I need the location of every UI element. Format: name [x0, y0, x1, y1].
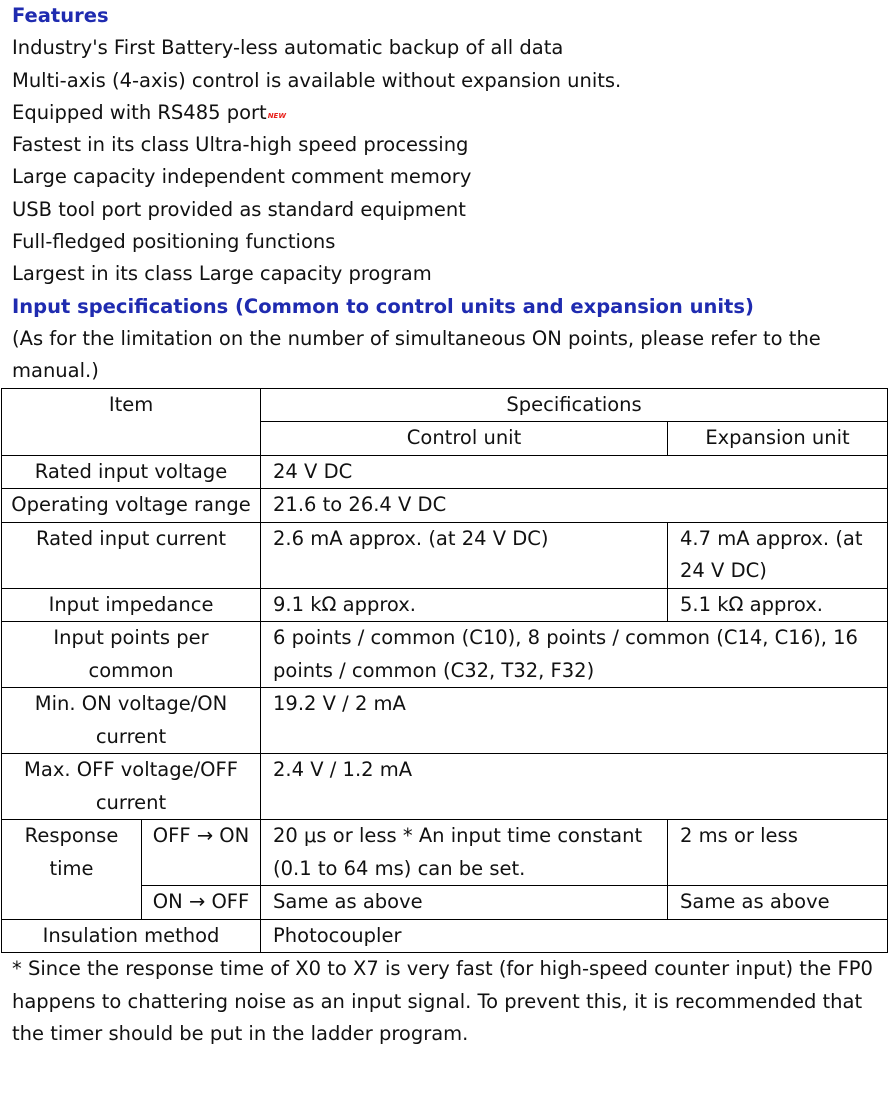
row-item: Operating voltage range — [2, 489, 261, 523]
table-header-row — [2, 388, 888, 422]
footnote: * Since the response time of X0 to X7 is very fast (for high-speed counter input) the FP0 happens to chattering noise as an input signal. To prevent this, it is recommended that the timer should be put in the ladder program. — [12, 957, 873, 1046]
header-item: Item — [2, 388, 261, 455]
response-off-on-expansion: 2 ms or less — [668, 820, 888, 886]
table-row — [2, 588, 888, 622]
row-value: 21.6 to 26.4 V DC — [261, 489, 888, 523]
row-value: Photocoupler — [261, 919, 888, 953]
response-off-on-control: 20 μs or less * An input time constant (0.1 to 64 ms) can be set. — [261, 820, 668, 886]
response-on-off-control: Same as above — [261, 886, 668, 920]
table-row — [2, 455, 888, 489]
feature-item: USB tool port provided as standard equipment — [12, 197, 466, 221]
row-item: Max. OFF voltage/OFF current — [2, 754, 261, 820]
feature-item: Full-fledged positioning functions — [12, 230, 336, 254]
table-row — [2, 754, 888, 820]
table-row — [2, 622, 888, 688]
header-expansion-unit: Expansion unit — [668, 422, 888, 456]
input-specs-heading: Input specifications (Common to control units and expansion units) — [12, 294, 754, 318]
row-value: 24 V DC — [261, 455, 888, 489]
table-row-response-off-on — [2, 820, 888, 886]
row-control-value: 9.1 kΩ approx. — [261, 588, 668, 622]
input-specs-note: (As for the limitation on the number of simultaneous ON points, please refer to the manual.) — [12, 326, 821, 383]
input-specs-table — [1, 388, 888, 954]
row-item: Input points per common — [2, 622, 261, 688]
features-section — [0, 0, 888, 388]
row-item: Insulation method — [2, 919, 261, 953]
row-item: Rated input voltage — [2, 455, 261, 489]
table-row — [2, 919, 888, 953]
feature-item: Fastest in its class Ultra-high speed processing — [12, 133, 469, 157]
response-off-on-label: OFF → ON — [142, 820, 261, 886]
row-control-value: 2.6 mA approx. (at 24 V DC) — [261, 522, 668, 588]
row-value: 2.4 V / 1.2 mA — [261, 754, 888, 820]
header-specifications: Specifications — [261, 388, 888, 422]
new-badge: NEW — [267, 111, 287, 120]
feature-item: Large capacity independent comment memory — [12, 165, 472, 189]
row-item: Min. ON voltage/ON current — [2, 688, 261, 754]
header-control-unit: Control unit — [261, 422, 668, 456]
row-expansion-value: 4.7 mA approx. (at 24 V DC) — [668, 522, 888, 588]
feature-item-label: Equipped with RS485 port — [12, 100, 267, 124]
feature-item: Multi-axis (4-axis) control is available without expansion units. — [12, 68, 622, 92]
feature-item-rs485 — [0, 97, 888, 129]
table-row — [2, 688, 888, 754]
response-time-label: Response time — [2, 820, 142, 920]
response-on-off-expansion: Same as above — [668, 886, 888, 920]
row-expansion-value: 5.1 kΩ approx. — [668, 588, 888, 622]
feature-item: Largest in its class Large capacity program — [12, 262, 432, 286]
response-on-off-label: ON → OFF — [142, 886, 261, 920]
row-value: 6 points / common (C10), 8 points / common (C14, C16), 16 points / common (C32, T32, F32) — [261, 622, 888, 688]
table-row — [2, 522, 888, 588]
table-row — [2, 489, 888, 523]
row-item: Rated input current — [2, 522, 261, 588]
row-value: 19.2 V / 2 mA — [261, 688, 888, 754]
features-heading: Features — [12, 4, 109, 27]
row-item: Input impedance — [2, 588, 261, 622]
feature-item: Industry's First Battery-less automatic backup of all data — [12, 36, 564, 60]
